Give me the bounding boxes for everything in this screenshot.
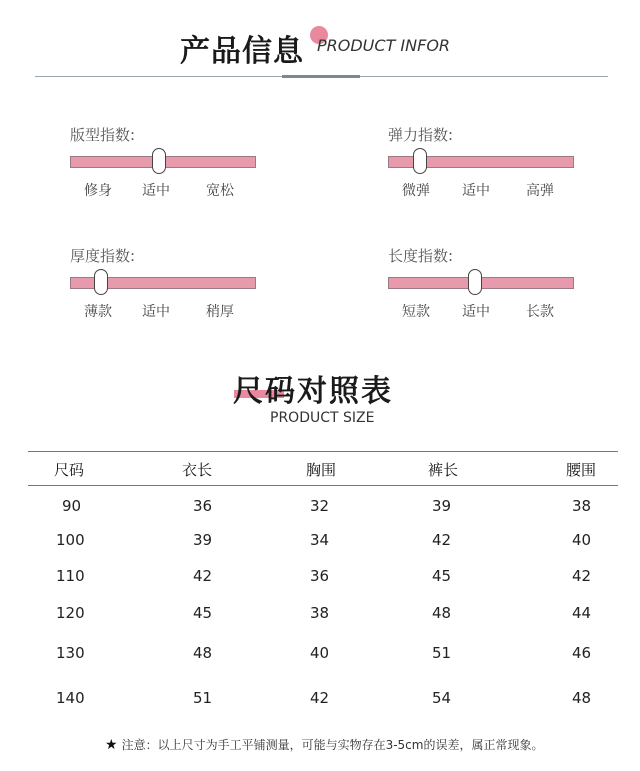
table-cell: 39 — [193, 531, 213, 549]
indicator-tick-low: 短款 — [402, 304, 430, 320]
table-cell: 40 — [310, 644, 330, 662]
table-cell: 42 — [432, 531, 452, 549]
indicator-knob — [413, 148, 427, 174]
product-info-title: 产品信息 — [180, 34, 304, 69]
size-chart-heading — [228, 364, 428, 434]
indicator-fit — [70, 124, 260, 214]
table-cell: 48 — [193, 644, 213, 662]
table-cell: 90 — [62, 497, 82, 515]
table-cell: 38 — [310, 604, 330, 622]
indicator-label: 弹力指数: — [388, 126, 454, 144]
table-cell: 32 — [310, 497, 330, 515]
indicator-tick-high: 高弹 — [526, 183, 554, 199]
table-header-chest: 胸围 — [306, 461, 337, 479]
table-cell: 45 — [432, 567, 452, 585]
product-info-heading — [180, 22, 480, 68]
indicator-elasticity — [388, 124, 578, 214]
table-cell: 51 — [193, 689, 213, 707]
table-cell: 42 — [193, 567, 213, 585]
product-info-subtitle: PRODUCT INFOR — [317, 36, 451, 55]
table-header-top-length: 衣长 — [182, 461, 213, 479]
note-text: 注意：以上尺寸为手工平铺测量，可能与实物存在3-5cm的误差，属正常现象。 — [121, 738, 544, 752]
star-icon: ★ — [105, 737, 118, 753]
table-cell: 110 — [56, 567, 85, 585]
indicator-tick-mid: 适中 — [142, 304, 170, 320]
indicator-knob — [94, 269, 108, 295]
table-cell: 44 — [572, 604, 592, 622]
indicator-knob — [152, 148, 166, 174]
table-header-pants-length: 裤长 — [428, 461, 459, 479]
measurement-note — [105, 736, 543, 753]
indicator-length — [388, 245, 578, 335]
table-cell: 40 — [572, 531, 592, 549]
indicator-label: 厚度指数: — [70, 247, 136, 265]
indicator-knob — [468, 269, 482, 295]
indicator-label: 版型指数: — [70, 126, 136, 144]
table-cell: 54 — [432, 689, 452, 707]
indicator-tick-high: 宽松 — [206, 183, 234, 199]
indicator-label: 长度指数: — [388, 247, 454, 265]
size-chart-subtitle: PRODUCT SIZE — [270, 410, 375, 426]
table-cell: 51 — [432, 644, 452, 662]
table-cell: 34 — [310, 531, 330, 549]
indicator-tick-high: 长款 — [526, 304, 554, 320]
table-cell: 45 — [193, 604, 213, 622]
indicator-tick-low: 微弹 — [402, 183, 430, 199]
table-cell: 130 — [56, 644, 85, 662]
indicator-tick-low: 修身 — [84, 183, 112, 199]
table-cell: 42 — [572, 567, 592, 585]
table-header-size: 尺码 — [54, 461, 85, 479]
table-cell: 39 — [432, 497, 452, 515]
table-header-border — [28, 485, 618, 486]
indicator-tick-high: 稍厚 — [206, 304, 234, 320]
size-chart-title: 尺码对照表 — [233, 374, 393, 409]
table-header-waist: 腰围 — [566, 461, 597, 479]
table-cell: 120 — [56, 604, 85, 622]
indicator-tick-low: 薄款 — [84, 304, 112, 320]
divider-accent — [282, 75, 360, 78]
table-cell: 38 — [572, 497, 592, 515]
indicator-tick-mid: 适中 — [462, 304, 490, 320]
table-cell: 42 — [310, 689, 330, 707]
table-cell: 46 — [572, 644, 592, 662]
table-cell: 48 — [432, 604, 452, 622]
indicator-tick-mid: 适中 — [462, 183, 490, 199]
table-cell: 36 — [310, 567, 330, 585]
table-top-border — [28, 451, 618, 452]
table-cell: 100 — [56, 531, 85, 549]
table-cell: 36 — [193, 497, 213, 515]
table-cell: 140 — [56, 689, 85, 707]
table-cell: 48 — [572, 689, 592, 707]
indicator-thickness — [70, 245, 260, 335]
indicator-tick-mid: 适中 — [142, 183, 170, 199]
